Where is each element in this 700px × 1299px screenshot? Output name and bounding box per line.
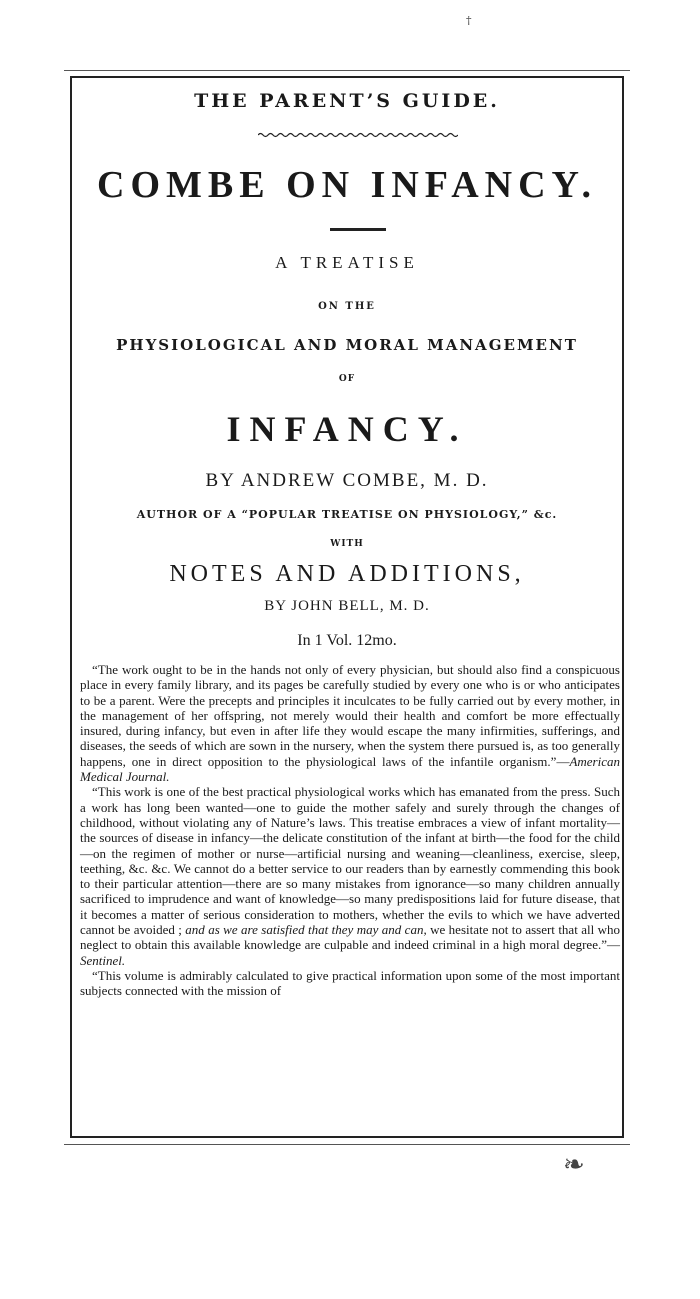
review-source: Sentinel. <box>80 952 126 968</box>
review-text: “This volume is admirably calculated to give practical information upon some of the most important subjects connected with the mission of <box>80 967 620 999</box>
review-source: American Medical Journal. <box>80 753 620 785</box>
notes-heading: NOTES AND ADDITIONS, <box>169 561 525 587</box>
main-title: COMBE ON INFANCY. <box>97 164 597 206</box>
frame-bottom-rule <box>64 1144 630 1146</box>
on-the-line: ON THE <box>318 301 376 312</box>
with-line: WITH <box>330 539 364 549</box>
printer-mark: † <box>466 14 472 27</box>
review-paragraph <box>80 662 620 784</box>
infancy-heading: INFANCY. <box>226 409 468 449</box>
author-byline: BY ANDREW COMBE, M. D. <box>205 470 489 491</box>
treatise-heading: A TREATISE <box>275 253 419 272</box>
title-rule <box>330 228 386 231</box>
of-line: OF <box>338 374 356 384</box>
editor-byline: BY JOHN BELL, M. D. <box>264 598 430 614</box>
review-text: we hesitate not to assert that all who neglect to obtain this available knowledge are culpable and indeed criminal in a high moral degree.”— <box>80 922 621 953</box>
author-credentials: AUTHOR OF A “POPULAR TREATISE ON PHYSIOLOGY,” &c. <box>136 508 558 521</box>
reviews-block <box>80 662 620 999</box>
wavy-rule <box>258 132 458 138</box>
review-italic: and as we are satisfied that they may and can, <box>181 922 427 938</box>
subject-line: PHYSIOLOGICAL AND MORAL MANAGEMENT <box>116 336 578 354</box>
volume-info: In 1 Vol. 12mo. <box>297 632 397 649</box>
review-paragraph <box>80 784 620 968</box>
ornament-icon: ❧ <box>563 1150 585 1180</box>
review-text: “This work is one of the best practical physiological works which has emanated from the press. Such a work has long been wanted—one to guide the mother safely and surely through the changes of childhood, without violating any of Nature’s laws. This treatise embraces a view of infant mortality—the sources of disease in infancy—the delicate constitution of the infant at birth—the food for the child—on the regimen of mother or nurse—artificial nursing and weaning—cleanliness, exercise, sleep, teething, &c. &c. We cannot do a better service to our readers than by earnestly commending this book to their particular attention—there are so many mistakes from ignorance—so many children annually sacrificed to imprudence and want of knowledge—so many predispositions laid for future disease, that it becomes a matter of serious consideration to mothers, whether the evils to which we have adverted cannot be avoided ; <box>80 784 620 938</box>
review-paragraph <box>80 968 620 999</box>
series-title: THE PARENT’S GUIDE. <box>194 90 500 112</box>
frame-top-rule <box>64 70 630 72</box>
review-text: “The work ought to be in the hands not only of every physician, but should also find a conspicuous place in every family library, and its pages be carefully studied by every one who is or who anticipates to be a parent. Were the precepts and principles it inculcates to be fully carried out by every mother, in the management of her offspring, not merely would their health and comfort be more effectually insured, during infancy, but even in after life they would escape the many infirmities, sufferings, and diseases, the seeds of which are sown in the nursery, when the system there pursued is, as too generally happens, one in direct opposition to the physiological laws of the infantile organism.”— <box>80 662 620 769</box>
